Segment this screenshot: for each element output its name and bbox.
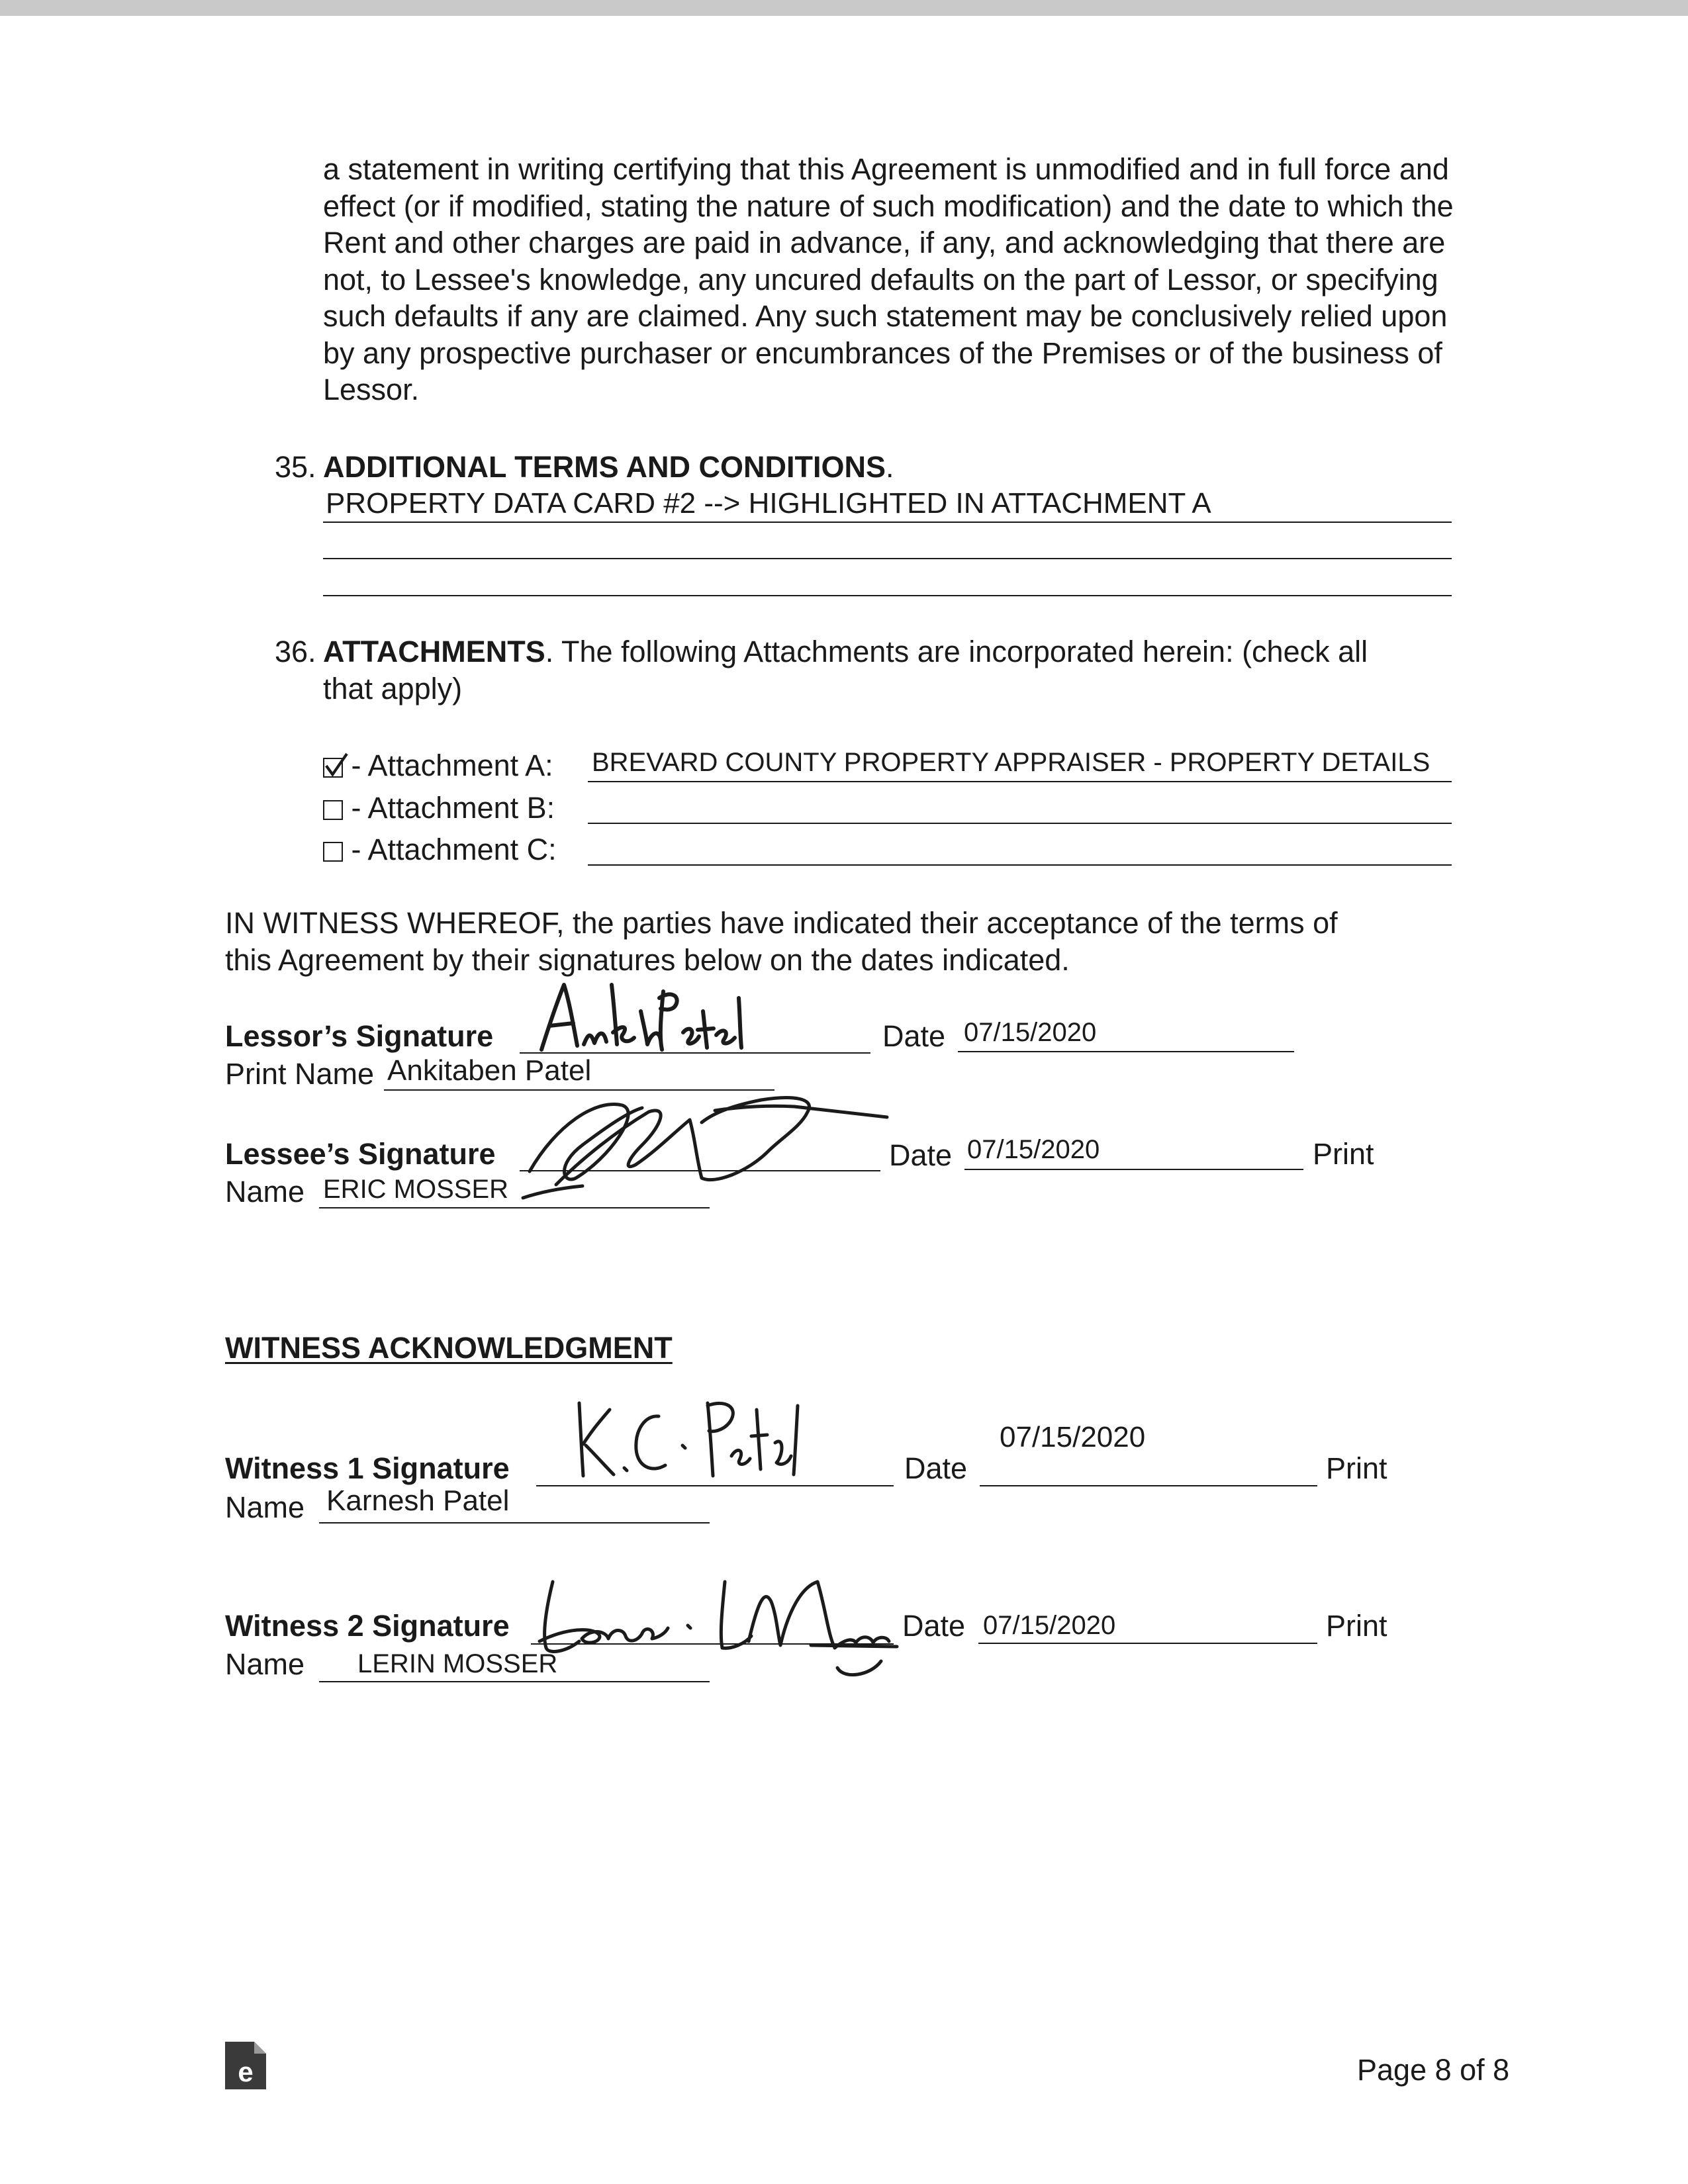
lessee-date-value: 07/15/2020: [967, 1135, 1100, 1164]
witness-1-print-label: Print: [1326, 1451, 1387, 1485]
witness-2-date-value: 07/15/2020: [983, 1611, 1116, 1640]
continued-paragraph: a statement in writing certifying that this Agreement is unmodified and in full force and effect (or if modified, stating the nature of such modification) and the date to which the Rent and other charges are paid in advance, if any, and acknowledging that there are not, to Lessee's knowledge, any uncured defaults on the part of Lessor, or specifying such defaults if any are claimed. Any such statement may be conclusively relied upon by any prospective purchaser or encumbrances of the Premises or of the business of Lessor.: [323, 152, 1454, 406]
attachment-b-line[interactable]: [588, 823, 1452, 824]
attachment-c-checkbox[interactable]: [323, 842, 343, 862]
lessor-print-name-label: Print Name: [225, 1057, 375, 1091]
checkmark-icon: [326, 754, 347, 774]
witness-1-name-label: Name: [225, 1490, 305, 1524]
witness-1-date-value: 07/15/2020: [1000, 1421, 1146, 1453]
section-35-line-1[interactable]: [323, 522, 1452, 523]
witness-2-name-value: LERIN MOSSER: [357, 1649, 558, 1678]
section-35-title-period: .: [886, 450, 894, 484]
witness-2-name-line[interactable]: [319, 1681, 710, 1682]
attachment-a-label: - Attachment A:: [351, 749, 553, 782]
witness-1-signature-line[interactable]: [536, 1485, 894, 1486]
lessee-signature: [516, 1085, 821, 1201]
lessee-name-line[interactable]: [319, 1207, 710, 1208]
section-35-line-3[interactable]: [323, 595, 1452, 596]
svg-text:e: e: [238, 2056, 254, 2087]
attachment-a-line[interactable]: [588, 781, 1452, 782]
witness-1-signature-label: Witness 1 Signature: [225, 1451, 510, 1485]
witness-2-signature: [526, 1562, 897, 1681]
witness-1-name-value: Karnesh Patel: [326, 1484, 510, 1517]
attachment-a-row: [323, 747, 553, 784]
attachment-b-checkbox[interactable]: [323, 800, 343, 820]
section-35-title: ADDITIONAL TERMS AND CONDITIONS: [323, 450, 886, 484]
section-36-intro: [323, 633, 1462, 707]
witness-1-date-label: Date: [904, 1451, 968, 1485]
section-36-title: ATTACHMENTS: [323, 635, 545, 668]
lessee-date-line[interactable]: [964, 1169, 1303, 1170]
witness-2-date-line[interactable]: [978, 1643, 1317, 1644]
attachment-c-row: [323, 831, 557, 868]
lessor-signature-label: Lessor’s Signature: [225, 1019, 494, 1053]
witness-2-date-label: Date: [902, 1609, 966, 1643]
lessor-date-value: 07/15/2020: [964, 1018, 1097, 1047]
lessee-name-value: ERIC MOSSER: [323, 1175, 509, 1204]
witness-clause-line-1: IN WITNESS WHEREOF, the parties have indicated their acceptance of the terms of: [225, 906, 1338, 940]
witness-ack-heading: WITNESS ACKNOWLEDGMENT: [225, 1331, 673, 1365]
lessee-signature-label: Lessee’s Signature: [225, 1137, 496, 1171]
attachment-b-row: [323, 790, 555, 827]
section-36-intro-line-1: . The following Attachments are incorporated herein: (check all: [545, 635, 1368, 668]
section-35-number: 35.: [275, 450, 316, 484]
lessor-date-label: Date: [882, 1019, 946, 1053]
section-35-heading: [323, 449, 894, 486]
witness-2-name-label: Name: [225, 1647, 305, 1681]
witness-1-date-line[interactable]: [980, 1485, 1317, 1486]
witness-1-name-line[interactable]: [319, 1522, 710, 1524]
lessor-print-name-value: Ankitaben Patel: [387, 1054, 592, 1087]
scan-top-edge: [0, 0, 1688, 16]
witness-2-signature-label: Witness 2 Signature: [225, 1609, 510, 1643]
page-number: Page 8 of 8: [1357, 2053, 1510, 2087]
attachment-c-line[interactable]: [588, 864, 1452, 866]
attachment-c-label: - Attachment C:: [351, 833, 557, 866]
document-logo-icon: [225, 2042, 266, 2089]
witness-clause-line-2: this Agreement by their signatures below on the dates indicated.: [225, 943, 1070, 977]
section-35-line-1-text: PROPERTY DATA CARD #2 --> HIGHLIGHTED IN ATTACHMENT A: [326, 487, 1211, 520]
attachment-a-value: BREVARD COUNTY PROPERTY APPRAISER - PROPERTY DETAILS: [592, 748, 1430, 777]
witness-clause: [225, 905, 1483, 979]
lessor-date-line[interactable]: [958, 1051, 1294, 1052]
section-35-line-2[interactable]: [323, 558, 1452, 559]
lessee-name-label: Name: [225, 1175, 305, 1208]
section-36-intro-line-2: that apply): [323, 672, 463, 705]
witness-2-print-label: Print: [1326, 1609, 1387, 1643]
attachment-b-label: - Attachment B:: [351, 791, 555, 825]
witness-1-signature: [566, 1390, 804, 1482]
lessee-print-label: Print: [1313, 1137, 1374, 1171]
lessee-date-label: Date: [889, 1138, 953, 1172]
attachment-a-checkbox[interactable]: [323, 758, 343, 778]
section-36-number: 36.: [275, 635, 316, 668]
